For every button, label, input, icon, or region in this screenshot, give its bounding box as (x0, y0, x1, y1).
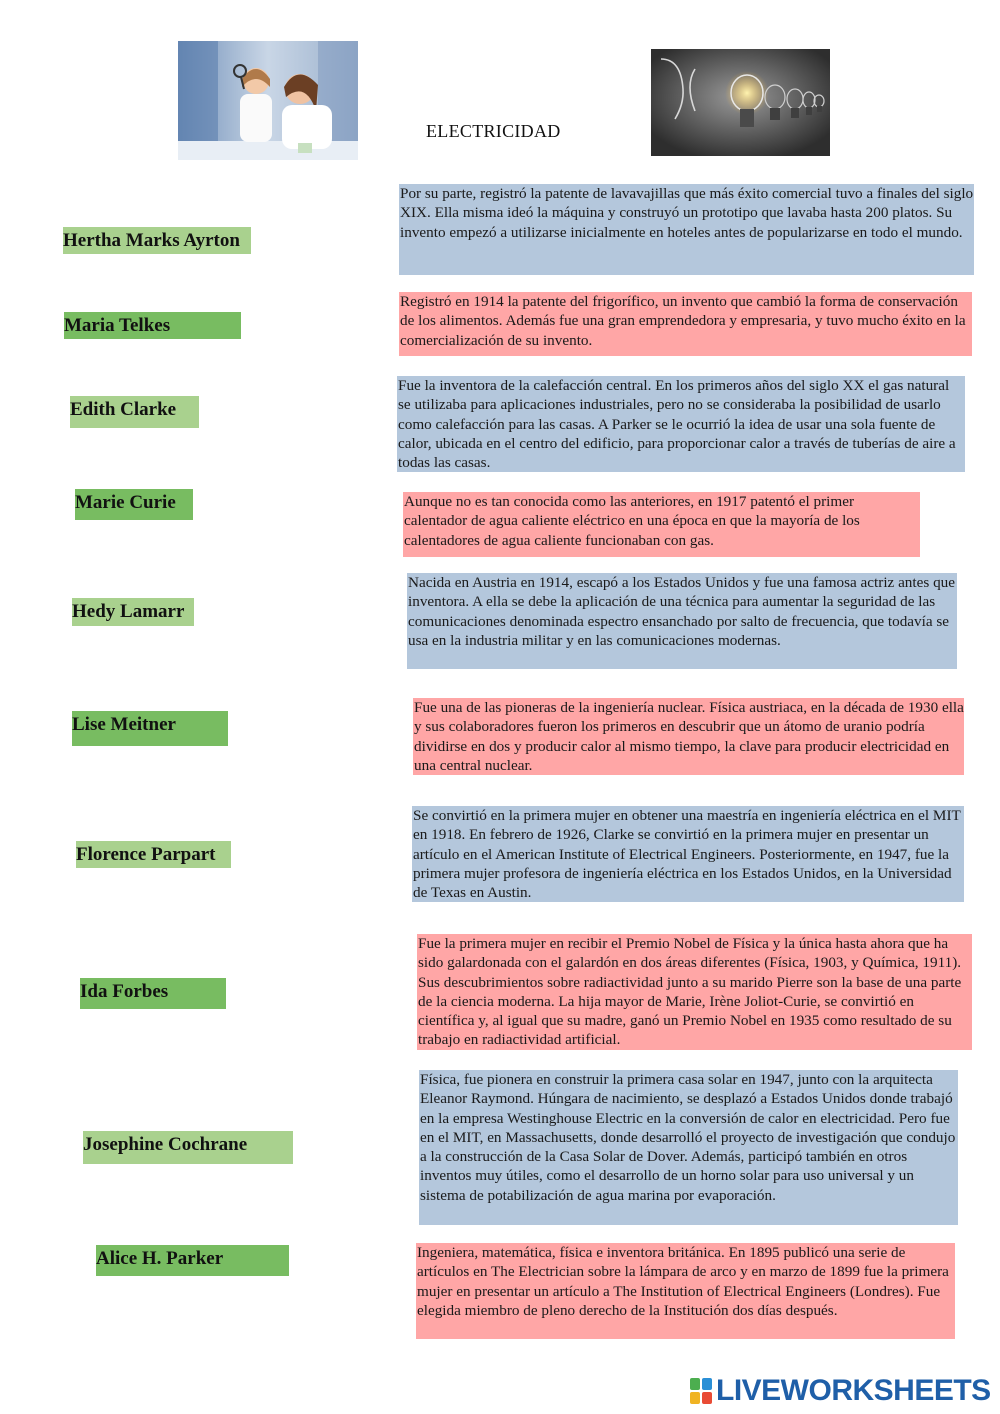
description-box[interactable]: Fue la primera mujer en recibir el Premio Nobel de Física y la única hasta ahora que ha sido galardonada con el galardón en dos áreas diferentes (Física, 1903, y Química, 1911). Sus descubrimientos sobre radiactividad junto a su marido Pierre son la base de una parte de la ciencia moderna. La hija mayor de Marie, Irène Joliot-Curie, se convirtió en científica y, al igual que su madre, ganó un Premio Nobel en 1935 como resultado de su trabajo en radiactividad artificial. (417, 934, 972, 1050)
description-box[interactable]: Por su parte, registró la patente de lavavajillas que más éxito comercial tuvo a finales del siglo XIX. Ella misma ideó la máquina y construyó un prototipo que lavaba hasta 200 platos. Su invento empezó a utilizarse inicialmente en hoteles antes de popularizarse en todo el mundo. (399, 184, 974, 275)
name-label[interactable]: Marie Curie (75, 489, 193, 520)
description-box[interactable]: Ingeniera, matemática, física e inventora británica. En 1895 publicó una serie de artículos en The Electrician sobre la lámpara de arco y en marzo de 1899 fue la primera mujer en presentar un artículo a The Institution of Electrical Engineers (Londres). Fue elegida miembro de pleno derecho de la Institución dos días después. (416, 1243, 955, 1339)
description-box[interactable]: Física, fue pionera en construir la primera casa solar en 1947, junto con la arquitecta Eleanor Raymond. Húngara de nacimiento, se desplazó a Estados Unidos donde trabajó en la empresa Westinghouse Electric en la conversión de calor en electricidad. Pero fue en el MIT, en Massachusetts, donde desarrolló el proyecto de investigación que condujo a la construcción de la Casa Solar de Dover. Además, participó también en otros inventos muy útiles, como el desarrollo de un horno solar para uso universal y un sistema de potabilización de agua marina por evaporación. (419, 1070, 958, 1225)
liveworksheets-logo-icon (690, 1378, 712, 1404)
page-title: ELECTRICIDAD (426, 121, 561, 141)
light-bulbs-photo (651, 49, 830, 156)
scientist-with-girl-photo (178, 41, 358, 160)
name-label[interactable]: Josephine Cochrane (83, 1131, 293, 1164)
name-label[interactable]: Hedy Lamarr (72, 598, 194, 626)
name-label[interactable]: Florence Parpart (76, 841, 231, 868)
description-box[interactable]: Aunque no es tan conocida como las anteriores, en 1917 patentó el primer calentador de agua caliente eléctrico en una época en que la mayoría de los calentadores de agua caliente funcionaban con gas. (403, 492, 920, 557)
description-box[interactable]: Fue una de las pioneras de la ingeniería nuclear. Física austriaca, en la década de 1930 ella y sus colaboradores fueron los primeros en descubrir que un átomo de uranio podría dividirse en dos y producir calor al mismo tiempo, la clave para producir electricidad en una central nuclear. (414, 699, 964, 774)
description-box[interactable]: Se convirtió en la primera mujer en obtener una maestría en ingeniería eléctrica en el MIT en 1918. En febrero de 1926, Clarke se convirtió en la primera mujer en presentar un artículo en el American Institute of Electrical Engineers. Posteriormente, en 1947, fue la primera mujer profesora de ingeniería eléctrica en los Estados Unidos, en la Universidad de Texas en Austin. (412, 806, 964, 902)
name-label[interactable]: Maria Telkes (64, 312, 241, 339)
description-box[interactable]: Fue la inventora de la calefacción central. En los primeros años del siglo XX el gas natural se utilizaba para aplicaciones industriales, pero no se consideraba la posibilidad de usarlo como calefacción para las casas. A Parker se le ocurrió la idea de usar una sola fuente de calor, ubicada en el centro del edificio, para proporcionar calor a través de tuberías de aire a todas las casas. (397, 376, 965, 472)
liveworksheets-logo (690, 1374, 991, 1408)
name-label[interactable]: Lise Meitner (72, 711, 228, 746)
name-label[interactable]: Alice H. Parker (96, 1245, 289, 1276)
name-label[interactable]: Ida Forbes (80, 978, 226, 1009)
name-label[interactable]: Edith Clarke (70, 396, 199, 428)
description-box[interactable]: Registró en 1914 la patente del frigorífico, un invento que cambió la forma de conservación de los alimentos. Además fue una gran emprendedora y empresaria, y tuvo mucho éxito en la comercialización de su invento. (399, 292, 972, 356)
name-label[interactable]: Hertha Marks Ayrton (63, 227, 251, 254)
description-box[interactable]: Nacida en Austria en 1914, escapó a los Estados Unidos y fue una famosa actriz antes que inventora. A ella se debe la aplicación de una técnica para aumentar la seguridad de las comunicaciones denominada espectro ensanchado por salto de frecuencia, que todavía se usa en la industria militar y en las comunicaciones modernas. (407, 573, 957, 669)
logo-text: LIVEWORKSHEETS (716, 1374, 991, 1407)
